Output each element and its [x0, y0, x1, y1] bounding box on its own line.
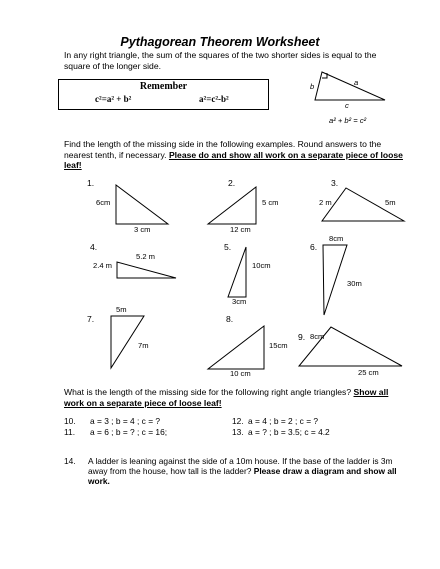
diagram-label-a: a: [354, 78, 359, 87]
question: [64, 387, 409, 408]
item-11-number: 11.: [64, 427, 76, 437]
problem-4-number: 4.: [90, 242, 98, 252]
problem-2-side-b: 12 cm: [230, 225, 251, 234]
item-13-text: a = ? ; b = 3.5; c = 4.2: [248, 427, 330, 437]
triangle-1: [116, 185, 168, 224]
formula-c-squared: c²=a² + b²: [95, 94, 132, 104]
problem-1-side-a: 6cm: [96, 198, 111, 207]
item-12-text: a = 4 ; b = 2 ; c = ?: [248, 416, 319, 426]
problem-2-side-a: 5 cm: [262, 198, 279, 207]
problem-14: [88, 456, 398, 486]
problem-8-number: 8.: [226, 314, 234, 324]
diagram-equation: a² + b² = c²: [329, 116, 367, 125]
problem-1-side-b: 3 cm: [134, 225, 151, 234]
problem-3-number: 3.: [331, 178, 339, 188]
problem-9-number: 9.: [298, 332, 306, 342]
problem-8-side-b: 10 cm: [230, 369, 251, 378]
problem-5-side-b: 3cm: [232, 297, 247, 306]
item-13-number: 13.: [232, 427, 244, 437]
problem-7-side-b: 7m: [138, 341, 149, 350]
question-text: What is the length of the missing side for the following right angle triangles?: [64, 387, 352, 397]
question-emphasis: Show all work on a separate piece of loose leaf!: [64, 387, 389, 408]
problem-14-emphasis: Please draw a diagram and show all work.: [88, 466, 397, 486]
problem-8-side-a: 15cm: [269, 341, 288, 350]
triangle-2: [208, 187, 256, 224]
problem-4-side-a: 2.4 m: [93, 261, 112, 270]
item-11-text: a = 6 ; b = ? ; c = 16;: [90, 427, 168, 437]
triangle-6: [323, 245, 347, 315]
worksheet-title: Pythagorean Theorem Worksheet: [120, 35, 320, 49]
problem-7-side-a: 5m: [116, 305, 127, 314]
remember-heading: Remember: [139, 81, 188, 92]
problem-6-side-a: 8cm: [329, 234, 344, 243]
problem-14-number: 14.: [64, 456, 76, 466]
instructions-emphasis: Please do and show all work on a separate piece of loose leaf!: [64, 149, 403, 170]
problem-5-number: 5.: [224, 242, 232, 252]
problem-6-number: 6.: [310, 242, 318, 252]
problem-14-text: A ladder is leaning against the side of a 10m house. If the base of the ladder is 3m away from the house, how tall is the ladder?: [88, 456, 393, 476]
problem-9-side-a: 8cm: [310, 332, 325, 341]
problem-1-number: 1.: [87, 178, 95, 188]
problem-2-number: 2.: [228, 178, 236, 188]
formula-a-squared: a²=c²-b²: [199, 94, 229, 104]
problem-6-side-b: 30m: [347, 279, 362, 288]
triangle-4: [117, 262, 176, 278]
problem-3-side-b: 5m: [385, 198, 396, 207]
problem-3-side-a: 2 m: [319, 198, 332, 207]
reference-triangle: [315, 72, 385, 100]
problem-7-number: 7.: [87, 314, 95, 324]
intro-text: In any right triangle, the sum of the squares of the two shorter sides is equal to the square of the longer side.: [64, 50, 377, 71]
triangle-5: [228, 247, 246, 297]
problem-5-side-a: 10cm: [252, 261, 271, 270]
triangle-8: [208, 326, 264, 369]
problem-9-side-b: 25 cm: [358, 368, 379, 377]
diagram-label-b: b: [310, 82, 315, 91]
item-10-number: 10.: [64, 416, 76, 426]
problem-4-side-b: 5.2 m: [136, 252, 155, 261]
item-12-number: 12.: [232, 416, 244, 426]
diagram-label-c: c: [345, 101, 349, 110]
item-10-text: a = 3 ; b = 4 ; c = ?: [90, 416, 161, 426]
instructions-text: Find the length of the missing side in the following examples. Round answers to the nearest tenth, if necessary.: [64, 139, 382, 160]
